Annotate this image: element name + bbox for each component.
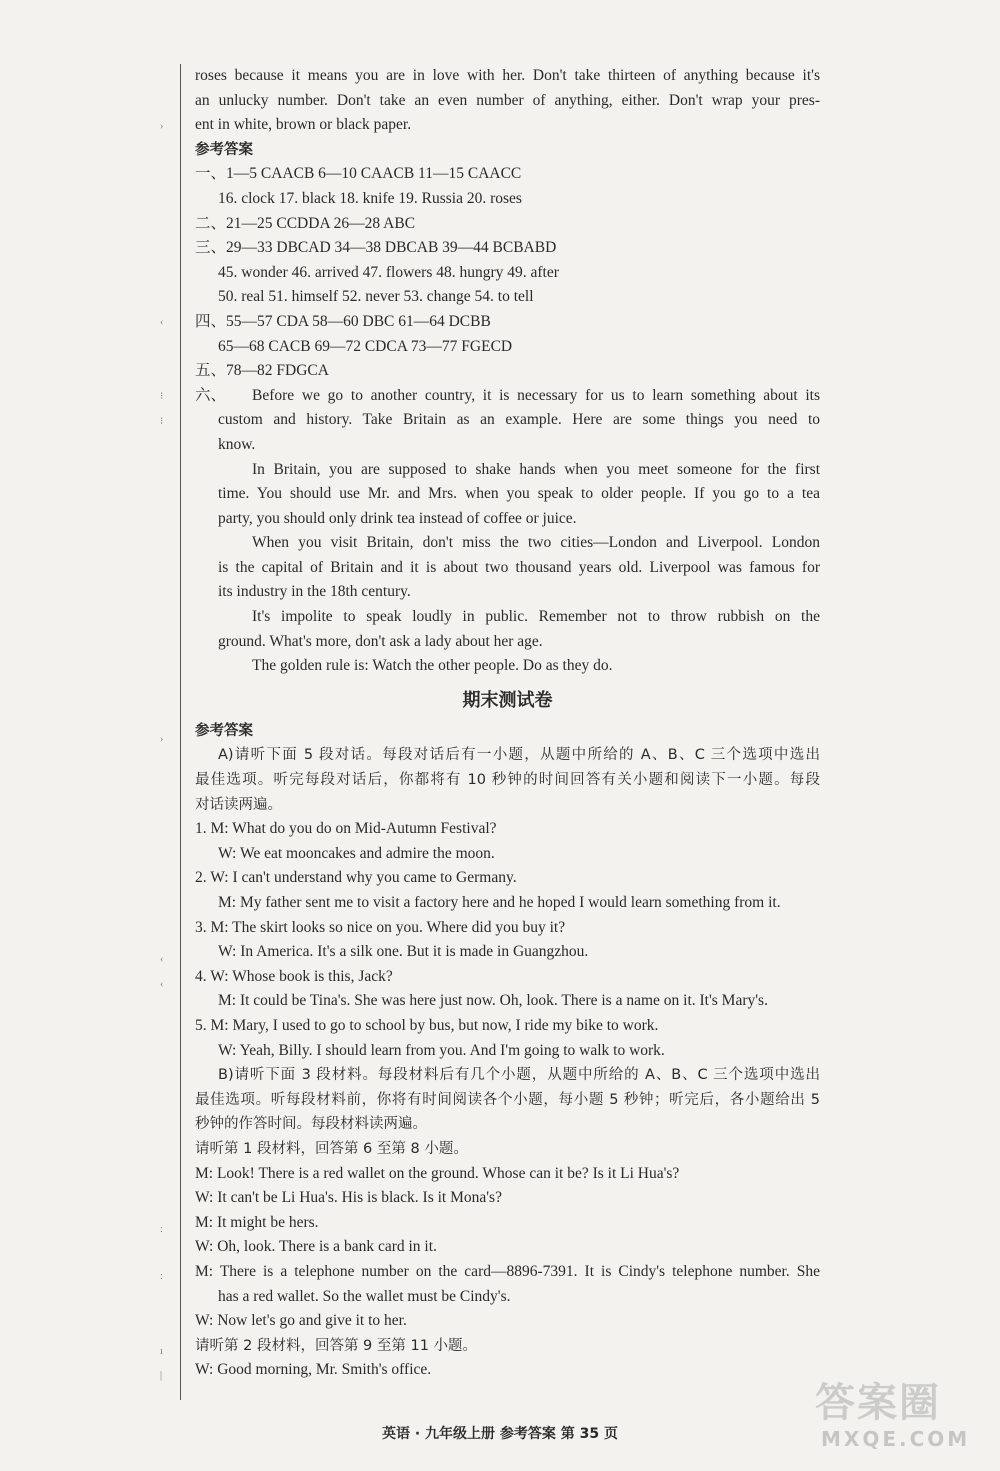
left-margin-rule <box>180 64 181 1400</box>
dialog-line: M: It could be Tina's. She was here just now. Oh, look. There is a name on it. It's Mary's. <box>218 992 768 1010</box>
passage-line: roses because it means you are in love with her. Don't take thirteen of anything because it's <box>195 67 820 84</box>
margin-mark: : <box>160 1271 163 1282</box>
instruction-line: 最佳选项。听完每段对话后，你都将有 10 秒钟的时间回答有关小题和阅读下一小题。每段 <box>195 772 820 789</box>
dialog-line: W: In America. It's a silk one. But it is made in Guangzhou. <box>218 943 589 961</box>
material-line: has a red wallet. So the wallet must be Cindy's. <box>218 1287 511 1305</box>
answer-line: 50. real 51. himself 52. never 53. change 54. to tell <box>218 288 534 306</box>
answers-heading: 参考答案 <box>195 722 253 739</box>
margin-mark: ‹ <box>160 317 164 328</box>
answer-line: 65—68 CACB 69—72 CDCA 73—77 FGECD <box>218 337 513 355</box>
page-footer: 英语 · 九年级上册 参考答案 第 35 页 <box>381 1426 619 1442</box>
essay-line: know. <box>218 435 256 453</box>
instruction-line: 最佳选项。听每段材料前，你将有时间阅读各个小题，每小题 5 秒钟；听完后，各小题给出 5 <box>195 1091 820 1108</box>
answer-line: 45. wonder 46. arrived 47. flowers 48. hungry 49. after <box>218 263 559 281</box>
essay-line: custom and history. Take Britain as an example. Here are some things you need to <box>218 411 820 429</box>
essay-line: ground. What's more, don't ask a lady about her age. <box>218 632 543 650</box>
dialog-line: 3. M: The skirt looks so nice on you. Where did you buy it? <box>195 918 566 936</box>
margin-mark: ‹ <box>160 954 164 965</box>
answer-line: 16. clock 17. black 18. knife 19. Russia 20. roses <box>218 189 522 207</box>
margin-mark: ⁝ <box>160 391 164 402</box>
instruction-line: 秒钟的作答时间。每段材料读两遍。 <box>195 1116 427 1133</box>
essay-label: 六、 <box>195 386 227 404</box>
passage-line: an unlucky number. Don't take an even number of anything, either. Don't wrap your pres- <box>195 91 820 109</box>
margin-mark: ı <box>160 1346 163 1357</box>
essay-line: is the capital of Britain and it is about two thousand years old. Liverpool was famous for <box>218 558 820 576</box>
answer-line: 四、55—57 CDA 58—60 DBC 61—64 DCBB <box>195 312 491 330</box>
watermark-bottom: MXQE.COM <box>821 1427 971 1451</box>
dialog-line: 1. M: What do you do on Mid-Autumn Festival? <box>195 820 497 838</box>
margin-mark: | <box>160 1370 163 1381</box>
passage-line: ent in white, brown or black paper. <box>195 116 412 134</box>
margin-mark: : <box>160 1224 163 1235</box>
dialog-line: 5. M: Mary, I used to go to school by bus, but now, I ride my bike to work. <box>195 1016 659 1034</box>
essay-line: When you visit Britain, don't miss the two cities—London and Liverpool. London <box>252 534 820 552</box>
material-heading: 请听第 1 段材料，回答第 6 至第 8 小题。 <box>195 1140 468 1157</box>
page-content <box>195 64 820 1383</box>
essay-line: time. You should use Mr. and Mrs. when you speak to older people. If you go to a tea <box>218 485 820 503</box>
watermark-logo <box>815 1378 985 1466</box>
essay-line: It's impolite to speak loudly in public. Remember not to throw rubbish on the <box>252 608 820 626</box>
essay-line: Before we go to another country, it is necessary for us to learn something about its <box>252 386 820 404</box>
answer-line: 二、21—25 CCDDA 26—28 ABC <box>195 214 416 232</box>
material-line: W: It can't be Li Hua's. His is black. Is it Mona's? <box>195 1189 502 1207</box>
watermark-top: 答案圈 <box>815 1380 941 1426</box>
dialog-line: W: We eat mooncakes and admire the moon. <box>218 844 495 862</box>
margin-mark: ‹ <box>160 979 164 990</box>
material-line: W: Now let's go and give it to her. <box>195 1312 407 1330</box>
margin-mark: › <box>160 121 164 132</box>
answer-line: 一、1—5 CAACB 6—10 CAACB 11—15 CAACC <box>195 165 522 183</box>
answer-line: 三、29—33 DBCAD 34—38 DBCAB 39—44 BCBABD <box>195 239 557 257</box>
margin-mark: › <box>160 734 164 745</box>
essay-line: In Britain, you are supposed to shake hands when you meet someone for the first <box>252 460 820 478</box>
material-heading: 请听第 2 段材料，回答第 9 至第 11 小题。 <box>195 1337 478 1354</box>
dialog-line: W: Yeah, Billy. I should learn from you. And I'm going to walk to work. <box>218 1041 665 1059</box>
essay-line: party, you should only drink tea instead of coffee or juice. <box>218 509 577 527</box>
essay-first-line <box>195 384 820 409</box>
essay-line: The golden rule is: Watch the other people. Do as they do. <box>252 657 613 675</box>
instruction-line: B)请听下面 3 段材料。每段材料后有几个小题，从题中所给的 A、B、C 三个选项中选出 <box>218 1067 820 1084</box>
instruction-line: A)请听下面 5 段对话。每段对话后有一小题，从题中所给的 A、B、C 三个选项中选出 <box>218 747 820 764</box>
dialog-line: 2. W: I can't understand why you came to Germany. <box>195 869 517 887</box>
material-line: M: There is a telephone number on the card—8896-7391. It is Cindy's telephone number. She <box>195 1262 820 1280</box>
instruction-line: 对话读两遍。 <box>195 796 282 813</box>
margin-mark: ⁝ <box>160 416 164 427</box>
material-line: M: It might be hers. <box>195 1213 319 1231</box>
material-line: W: Good morning, Mr. Smith's office. <box>195 1361 432 1379</box>
material-line: W: Oh, look. There is a bank card in it. <box>195 1238 437 1256</box>
dialog-line: M: My father sent me to visit a factory here and he hoped I would learn something from it. <box>218 894 781 911</box>
answers-heading: 参考答案 <box>195 141 253 158</box>
dialog-line: 4. W: Whose book is this, Jack? <box>195 967 393 985</box>
essay-line: its industry in the 18th century. <box>218 583 411 601</box>
answer-line: 五、78—82 FDGCA <box>195 362 329 380</box>
section-title: 期末测试卷 <box>462 689 553 711</box>
material-line: M: Look! There is a red wallet on the ground. Whose can it be? Is it Li Hua's? <box>195 1164 680 1182</box>
